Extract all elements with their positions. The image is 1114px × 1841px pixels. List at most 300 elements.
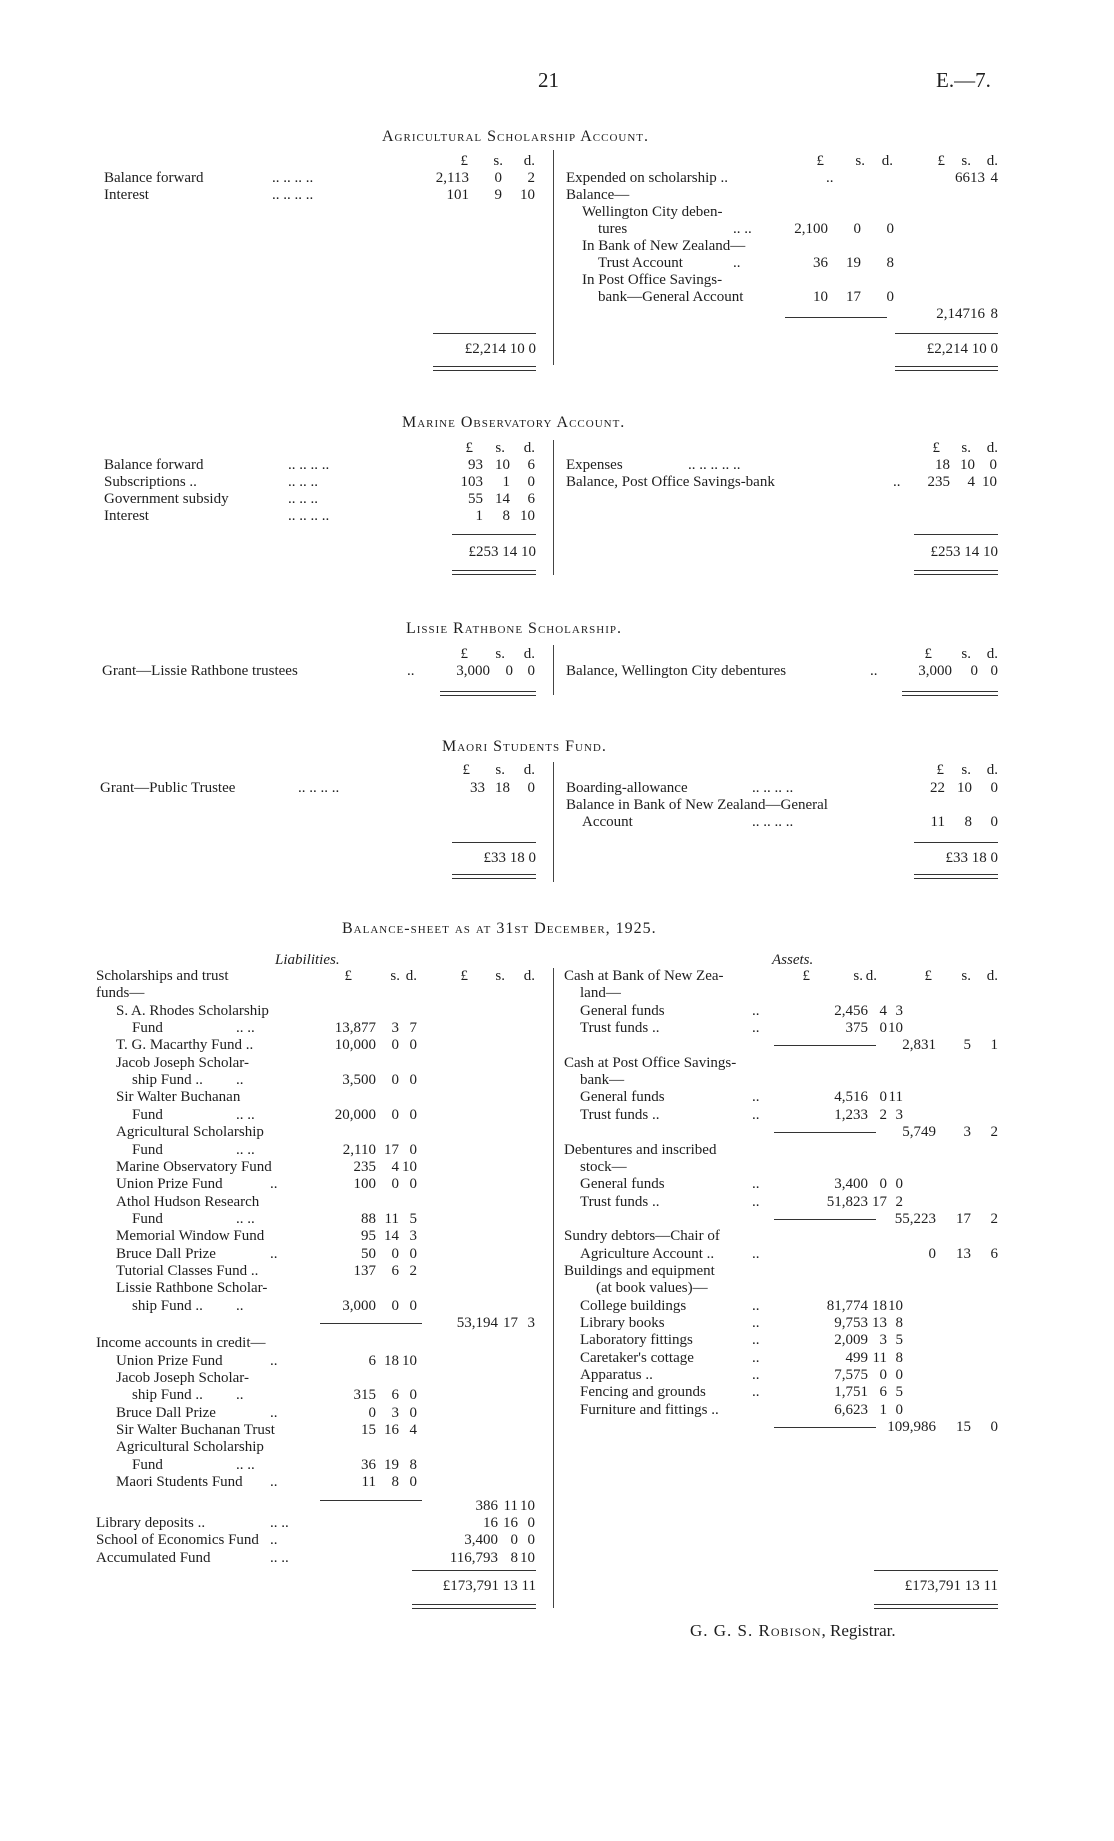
liab-inner-col-pence: d. xyxy=(405,968,417,984)
asset-row-label: Furniture and fittings .. xyxy=(580,1401,719,1418)
agri-right-inner-amount-pence: 0 xyxy=(886,221,894,237)
agri-right-inner-col-pence: d. xyxy=(881,153,893,169)
asset-row-outer-amount-pounds: 0 xyxy=(928,1245,936,1262)
liab-row-label: Maori Students Fund xyxy=(116,1474,243,1491)
liab-row-inner-amount-pounds: 50 xyxy=(361,1245,376,1262)
asset-row-outer-amount-pence: 2 xyxy=(990,1210,998,1227)
marine-left-double-rule xyxy=(452,570,536,575)
liab-row-inner-amount-pounds: 95 xyxy=(361,1228,376,1245)
document-reference: E.—7. xyxy=(936,68,991,92)
agri-right-outer-amount-pence: 4 xyxy=(990,170,998,186)
agri-right-outer-amount-shillings: 13 xyxy=(970,170,985,186)
lissie-left-dots: .. xyxy=(407,663,415,679)
lissie-left-amount-pence: 0 xyxy=(527,663,535,679)
liab-row-inner-amount-shillings: 0 xyxy=(391,1245,399,1262)
liab-row-label: Fund xyxy=(132,1020,163,1037)
marine-left-dots: .. .. .. xyxy=(288,491,318,507)
liab-row-label: Bruce Dall Prize xyxy=(116,1245,216,1262)
liab-row-dots: .. .. xyxy=(236,1456,255,1473)
liab-row-inner-amount-shillings: 3 xyxy=(391,1020,399,1037)
asset-row-inner-amount-pence: 0 xyxy=(895,1176,903,1193)
marine-left-col-pounds: £ xyxy=(465,440,473,456)
liab-row-inner-amount-shillings: 19 xyxy=(384,1456,399,1473)
liab-row-dots: .. xyxy=(270,1352,278,1369)
liab-row-inner-amount-pence: 4 xyxy=(409,1422,417,1439)
asset-row-inner-amount-pence: 5 xyxy=(895,1332,903,1349)
asset-row-label: bank— xyxy=(580,1072,625,1089)
maori-right-amount-pounds: 22 xyxy=(930,780,945,796)
liab-row-outer-amount-shillings: 0 xyxy=(510,1532,518,1549)
agri-right-inner-amount-pence: 8 xyxy=(886,255,894,271)
liab-row-outer-amount-pence: 10 xyxy=(520,1497,535,1514)
asset-row-inner-amount-shillings: 11 xyxy=(872,1349,887,1366)
marine-right-col-shillings: s. xyxy=(961,440,971,456)
liab-row-outer-amount-pence: 3 xyxy=(527,1315,535,1331)
asset-row-inner-amount-shillings: 0 xyxy=(879,1089,887,1106)
asset-row-inner-amount-shillings: 2 xyxy=(879,1106,887,1123)
liab-row-label: Bruce Dall Prize xyxy=(116,1404,216,1421)
marine-right-amount-pence: 0 xyxy=(989,457,997,473)
maori-right-double-rule xyxy=(914,874,998,879)
asset-row-label: General funds xyxy=(580,1176,665,1193)
liab-row-inner-amount-shillings: 14 xyxy=(384,1228,399,1245)
liab-row-outer-amount-pence: 0 xyxy=(527,1514,535,1531)
marine-left-amount-shillings: 10 xyxy=(495,457,510,473)
asset-row-inner-amount-shillings: 6 xyxy=(879,1384,887,1401)
maori-left-total: £33 18 0 xyxy=(483,850,536,866)
asset-row-inner-amount-pounds: 9,753 xyxy=(834,1315,868,1331)
asset-row-inner-amount-pence: 0 xyxy=(895,1367,903,1384)
agri-right-inner-col-pounds: £ xyxy=(816,153,824,169)
marine-left-amount-pence: 0 xyxy=(527,474,535,490)
asset-total-rule xyxy=(874,1570,998,1571)
agri-right-dots: .. .. xyxy=(733,221,752,237)
asset-row-label: (at book values)— xyxy=(596,1280,708,1297)
assets-heading: Assets. xyxy=(772,952,814,968)
marine-left-amount-shillings: 14 xyxy=(495,491,510,507)
liab-row-label: Marine Observatory Fund xyxy=(116,1158,272,1175)
lissie-left-col-shillings: s. xyxy=(495,646,505,662)
liab-row-label: Fund xyxy=(132,1141,163,1158)
marine-right-col-pounds: £ xyxy=(932,440,940,456)
agri-right-inner-amount-shillings: 19 xyxy=(846,255,861,271)
asset-row-inner-amount-pounds: 81,774 xyxy=(826,1297,868,1314)
asset-row-inner-amount-pounds: 1,751 xyxy=(834,1384,868,1401)
liab-row-label: Income accounts in credit— xyxy=(96,1335,266,1352)
marine-left-dots: .. .. .. .. xyxy=(288,457,330,473)
agri-right-outer-col-shillings: s. xyxy=(961,153,971,169)
liab-row-inner-amount-pence: 7 xyxy=(409,1020,417,1037)
asset-row-label: General funds xyxy=(580,1002,665,1019)
marine-left-amount-pence: 10 xyxy=(520,508,535,524)
liab-row-dots: .. xyxy=(236,1072,244,1089)
asset-row-outer-amount-pence: 2 xyxy=(990,1124,998,1141)
liab-row-outer-amount-pounds: 3,400 xyxy=(464,1532,498,1549)
lissie-left-col-pence: d. xyxy=(523,646,535,662)
agri-left-amount-pence: 10 xyxy=(520,187,535,203)
liab-row-dots: .. xyxy=(236,1297,244,1314)
liab-row-outer-amount-shillings: 8 xyxy=(510,1549,518,1566)
maori-left-col-pounds: £ xyxy=(462,762,470,778)
maori-right-total: £33 18 0 xyxy=(945,850,998,866)
marine-left-label: Interest xyxy=(104,508,149,524)
asset-row-inner-amount-pence: 2 xyxy=(895,1193,903,1210)
agri-left-col-pence: d. xyxy=(523,153,535,169)
asset-row-label: General funds xyxy=(580,1089,665,1106)
lissie-right-amount-shillings: 0 xyxy=(970,663,978,679)
liab-row-dots: .. .. xyxy=(236,1141,255,1158)
asset-row-label: Caretaker's cottage xyxy=(580,1349,694,1366)
asset-row-inner-amount-pounds: 4,516 xyxy=(834,1089,868,1106)
maori-right-col-pence: d. xyxy=(986,762,998,778)
liab-row-inner-amount-pence: 0 xyxy=(409,1404,417,1421)
asset-row-inner-amount-pence: 8 xyxy=(895,1349,903,1366)
asset-row-inner-amount-shillings: 13 xyxy=(872,1315,887,1331)
liab-row-inner-amount-shillings: 6 xyxy=(391,1387,399,1404)
asset-row-inner-amount-pence: 10 xyxy=(888,1020,903,1037)
asset-row-outer-amount-pence: 0 xyxy=(990,1419,998,1436)
asset-row-inner-amount-shillings: 17 xyxy=(872,1193,887,1210)
marine-right-amount-shillings: 4 xyxy=(967,474,975,490)
asset-row-dots: .. xyxy=(752,1002,760,1019)
maori-left-dots: .. .. .. .. xyxy=(298,780,340,796)
liab-row-outer-amount-shillings: 16 xyxy=(503,1514,518,1531)
liab-row-outer-amount-pence: 10 xyxy=(520,1549,535,1566)
asset-row-inner-amount-shillings: 0 xyxy=(879,1367,887,1384)
agri-right-outer-col-pounds: £ xyxy=(937,153,945,169)
marine-right-dots: .. .. .. .. .. xyxy=(688,457,741,473)
liab-row-outer-amount-pounds: 386 xyxy=(475,1497,498,1514)
liab-row-inner-amount-pounds: 6 xyxy=(368,1352,376,1369)
agri-left-col-pounds: £ xyxy=(460,153,468,169)
asset-total: £173,791 13 11 xyxy=(904,1578,998,1594)
agri-right-total-rule xyxy=(895,333,998,334)
maori-right-label: Account xyxy=(582,814,633,830)
asset-row-inner-amount-shillings: 4 xyxy=(879,1002,887,1019)
maori-left-amount-pence: 0 xyxy=(527,780,535,796)
asset-inner-col-pounds: £ xyxy=(802,968,810,984)
asset-row-inner-amount-shillings: 0 xyxy=(879,1020,887,1037)
maori-right-label: Balance in Bank of New Zealand—General xyxy=(566,797,828,813)
liab-row-inner-amount-pounds: 3,500 xyxy=(342,1072,376,1089)
liab-row-label: funds— xyxy=(96,985,145,1002)
liab-row-inner-amount-pounds: 13,877 xyxy=(334,1020,376,1037)
asset-row-outer-amount-shillings: 13 xyxy=(956,1245,971,1262)
liab-row-inner-amount-shillings: 16 xyxy=(384,1422,399,1439)
asset-inner-col-pence: d. xyxy=(865,968,877,984)
asset-row-outer-amount-pounds: 5,749 xyxy=(902,1124,936,1141)
maori-right-dots: .. .. .. .. xyxy=(752,780,794,796)
asset-row-dots: .. xyxy=(752,1367,760,1384)
marine-right-dots: .. xyxy=(893,474,901,490)
maori-left-amount-shillings: 18 xyxy=(495,780,510,796)
liab-row-inner-amount-pence: 0 xyxy=(409,1474,417,1491)
liab-row-inner-amount-pounds: 315 xyxy=(353,1387,376,1404)
section-title-lissie: Lissie Rathbone Scholarship. xyxy=(406,620,623,637)
liab-subtotal-rule xyxy=(320,1500,422,1501)
liab-inner-col-shillings: s. xyxy=(390,968,400,984)
asset-row-inner-amount-shillings: 18 xyxy=(872,1297,887,1314)
liab-row-inner-amount-shillings: 0 xyxy=(391,1106,399,1123)
agri-right-outer-amount-pounds: 66 xyxy=(955,170,970,186)
liab-row-dots: .. xyxy=(270,1474,278,1491)
asset-row-outer-amount-pence: 1 xyxy=(990,1037,998,1054)
agri-left-amount-pounds: 101 xyxy=(446,187,469,203)
marine-left-amount-pence: 6 xyxy=(527,491,535,507)
asset-row-inner-amount-pence: 10 xyxy=(888,1297,903,1314)
marine-right-label: Balance, Post Office Savings-bank xyxy=(566,474,775,490)
marine-left-amount-pounds: 103 xyxy=(460,474,483,490)
asset-row-label: Buildings and equipment xyxy=(564,1262,715,1279)
liab-row-inner-amount-pounds: 15 xyxy=(361,1422,376,1439)
liab-row-outer-amount-pence: 0 xyxy=(527,1532,535,1549)
asset-row-dots: .. xyxy=(752,1297,760,1314)
signature-title: , Registrar. xyxy=(821,1621,896,1640)
liab-row-inner-amount-pence: 5 xyxy=(409,1210,417,1227)
marine-left-label: Government subsidy xyxy=(104,491,229,507)
agri-right-inner-amount-shillings: 0 xyxy=(853,221,861,237)
liab-outer-col-shillings: s. xyxy=(495,968,505,984)
maori-left-total-rule xyxy=(452,842,536,843)
asset-row-outer-amount-shillings: 17 xyxy=(956,1210,971,1227)
liab-row-inner-amount-shillings: 6 xyxy=(391,1262,399,1279)
asset-outer-col-pence: d. xyxy=(986,968,998,984)
marine-left-amount-shillings: 8 xyxy=(502,508,510,524)
liab-row-label: Jacob Joseph Scholar- xyxy=(116,1054,250,1071)
liab-row-inner-amount-pence: 2 xyxy=(409,1262,417,1279)
marine-left-amount-pence: 6 xyxy=(527,457,535,473)
liab-row-dots: .. xyxy=(270,1532,278,1549)
liab-row-inner-amount-shillings: 4 xyxy=(391,1158,399,1175)
liab-row-label: School of Economics Fund xyxy=(96,1532,259,1549)
liab-row-inner-amount-shillings: 0 xyxy=(391,1037,399,1054)
asset-row-label: Fencing and grounds xyxy=(580,1384,706,1401)
liab-row-dots: .. .. xyxy=(236,1210,255,1227)
asset-row-label: Cash at Post Office Savings- xyxy=(564,1054,737,1071)
section-title-maori: Maori Students Fund. xyxy=(442,738,607,755)
balance-sheet-divider xyxy=(553,968,554,1608)
liab-row-inner-amount-pounds: 235 xyxy=(353,1158,376,1175)
liab-row-dots: .. .. xyxy=(270,1514,289,1531)
liab-row-inner-amount-pence: 0 xyxy=(409,1176,417,1193)
agri-right-inner-amount-pence: 0 xyxy=(886,289,894,305)
liab-row-label: Jacob Joseph Scholar- xyxy=(116,1370,250,1387)
maori-right-amount-pence: 0 xyxy=(990,780,998,796)
liab-row-inner-amount-pence: 0 xyxy=(409,1106,417,1123)
lissie-right-col-shillings: s. xyxy=(961,646,971,662)
asset-row-label: Trust funds .. xyxy=(580,1106,660,1123)
liab-row-outer-amount-pounds: 53,194 xyxy=(456,1315,498,1331)
liab-row-inner-amount-shillings: 18 xyxy=(384,1352,399,1369)
asset-row-inner-amount-shillings: 0 xyxy=(879,1176,887,1193)
section-title-balance-sheet: Balance-sheet as at 31st December, 1925. xyxy=(342,920,657,937)
agri-right-label: bank—General Account xyxy=(598,289,744,305)
page-number: 21 xyxy=(538,68,559,92)
asset-row-inner-amount-pounds: 375 xyxy=(845,1020,868,1037)
agri-right-subtotal-pence: 8 xyxy=(990,306,998,322)
liab-row-label: Sir Walter Buchanan xyxy=(116,1089,241,1106)
liab-row-outer-amount-shillings: 17 xyxy=(503,1315,518,1331)
marine-right-total: £253 14 10 xyxy=(930,544,998,560)
marine-right-double-rule xyxy=(914,570,998,575)
marine-left-label: Balance forward xyxy=(104,457,204,473)
marine-left-label: Subscriptions .. xyxy=(104,474,197,490)
liab-row-outer-amount-shillings: 11 xyxy=(503,1497,518,1514)
liab-row-dots: .. xyxy=(236,1387,244,1404)
marine-left-amount-pounds: 93 xyxy=(468,457,483,473)
agri-right-label: Expended on scholarship .. xyxy=(566,170,729,186)
liab-row-inner-amount-shillings: 8 xyxy=(391,1474,399,1491)
asset-row-inner-amount-pounds: 499 xyxy=(845,1349,868,1366)
agri-right-label: Balance— xyxy=(566,187,630,203)
agri-right-double-rule xyxy=(895,366,998,371)
signature-name: G. G. S. Robison xyxy=(690,1621,822,1640)
liab-row-label: ship Fund .. xyxy=(132,1072,203,1089)
maori-right-amount-shillings: 8 xyxy=(964,814,972,830)
liab-row-dots: .. xyxy=(270,1404,278,1421)
asset-row-inner-amount-shillings: 1 xyxy=(879,1401,887,1418)
liab-outer-col-pounds: £ xyxy=(460,968,468,984)
lissie-right-amount-pounds: 3,000 xyxy=(918,663,952,679)
asset-row-inner-amount-pence: 8 xyxy=(895,1315,903,1331)
marine-right-label: Expenses xyxy=(566,457,623,473)
asset-total-double-rule xyxy=(874,1604,998,1609)
liab-row-label: Lissie Rathbone Scholar- xyxy=(116,1280,268,1297)
asset-row-label: land— xyxy=(580,985,621,1002)
agri-right-inner-amount-pounds: 2,100 xyxy=(794,221,828,237)
agri-left-dots: .. .. .. .. xyxy=(272,170,314,186)
liab-row-inner-amount-pence: 10 xyxy=(402,1352,417,1369)
maori-right-total-rule xyxy=(914,842,998,843)
agri-left-label: Interest xyxy=(104,187,149,203)
liab-row-outer-amount-pounds: 16 xyxy=(483,1514,498,1531)
lissie-divider xyxy=(553,645,554,695)
liab-row-inner-amount-pounds: 11 xyxy=(361,1474,376,1491)
asset-row-dots: .. xyxy=(752,1020,760,1037)
asset-row-dots: .. xyxy=(752,1349,760,1366)
agri-left-double-rule xyxy=(433,366,536,371)
asset-row-inner-amount-pence: 3 xyxy=(895,1106,903,1123)
agri-right-outer-col-pence: d. xyxy=(986,153,998,169)
agri-right-inner-amount-pounds: 36 xyxy=(813,255,828,271)
asset-row-outer-amount-pounds: 109,986 xyxy=(887,1419,936,1436)
liab-row-label: Agricultural Scholarship xyxy=(116,1439,264,1456)
liab-total: £173,791 13 11 xyxy=(442,1578,536,1594)
liab-row-inner-amount-pounds: 20,000 xyxy=(334,1106,376,1123)
agri-right-dots: .. xyxy=(733,255,741,271)
liab-row-inner-amount-pounds: 137 xyxy=(353,1262,376,1279)
marine-left-amount-pounds: 1 xyxy=(475,508,483,524)
agri-left-total: £2,214 10 0 xyxy=(464,341,536,357)
asset-row-dots: .. xyxy=(752,1384,760,1401)
marine-left-dots: .. .. .. xyxy=(288,474,318,490)
agri-left-amount-shillings: 0 xyxy=(494,170,502,186)
liab-row-inner-amount-pence: 8 xyxy=(409,1456,417,1473)
liab-row-label: Tutorial Classes Fund .. xyxy=(116,1262,259,1279)
agri-left-amount-pounds: 2,113 xyxy=(435,170,469,186)
agri-right-inner-col-shillings: s. xyxy=(855,153,865,169)
marine-left-total-rule xyxy=(452,534,536,535)
liab-row-label: Athol Hudson Research xyxy=(116,1193,260,1210)
asset-row-label: Debentures and inscribed xyxy=(564,1141,717,1158)
marine-left-col-shillings: s. xyxy=(495,440,505,456)
liab-inner-col-pounds: £ xyxy=(344,968,352,984)
maori-left-col-shillings: s. xyxy=(495,762,505,778)
liab-row-label: Union Prize Fund xyxy=(116,1352,223,1369)
maori-right-amount-shillings: 10 xyxy=(957,780,972,796)
liab-row-inner-amount-pounds: 88 xyxy=(361,1210,376,1227)
marine-right-amount-pounds: 18 xyxy=(935,457,950,473)
asset-row-label: Agriculture Account .. xyxy=(580,1245,715,1262)
liab-row-inner-amount-pounds: 10,000 xyxy=(334,1037,376,1054)
asset-row-inner-amount-pounds: 51,823 xyxy=(826,1193,868,1210)
marine-left-dots: .. .. .. .. xyxy=(288,508,330,524)
agri-right-label: Wellington City deben- xyxy=(582,204,723,220)
liab-row-inner-amount-pence: 10 xyxy=(402,1158,417,1175)
asset-row-label: stock— xyxy=(580,1158,627,1175)
maori-right-dots: .. .. .. .. xyxy=(752,814,794,830)
marine-right-amount-pounds: 235 xyxy=(927,474,950,490)
agri-right-label: tures xyxy=(598,221,628,237)
marine-right-amount-shillings: 10 xyxy=(960,457,975,473)
maori-left-label: Grant—Public Trustee xyxy=(100,780,236,796)
asset-row-inner-amount-pence: 5 xyxy=(895,1384,903,1401)
lissie-left-col-pounds: £ xyxy=(460,646,468,662)
maori-left-amount-pounds: 33 xyxy=(470,780,485,796)
lissie-right-dots: .. xyxy=(870,663,878,679)
agri-right-label: Trust Account xyxy=(598,255,683,271)
asset-row-dots: .. xyxy=(752,1245,760,1262)
asset-row-dots: .. xyxy=(752,1193,760,1210)
agri-right-dots: .. xyxy=(826,170,834,186)
liab-outer-col-pence: d. xyxy=(523,968,535,984)
section-title-agricultural: Agricultural Scholarship Account. xyxy=(382,128,650,145)
lissie-left-label: Grant—Lissie Rathbone trustees xyxy=(102,663,298,679)
asset-row-outer-amount-pence: 6 xyxy=(990,1245,998,1262)
agri-left-label: Balance forward xyxy=(104,170,204,186)
marine-right-col-pence: d. xyxy=(986,440,998,456)
liab-row-label: Fund xyxy=(132,1210,163,1227)
lissie-right-label: Balance, Wellington City debentures xyxy=(566,663,787,679)
liab-row-inner-amount-pounds: 3,000 xyxy=(342,1297,376,1314)
liab-row-label: Agricultural Scholarship xyxy=(116,1124,264,1141)
asset-row-label: Sundry debtors—Chair of xyxy=(564,1228,720,1245)
asset-row-label: Apparatus .. xyxy=(580,1367,653,1384)
liab-row-label: Library deposits .. xyxy=(96,1514,206,1531)
lissie-left-amount-pounds: 3,000 xyxy=(456,663,490,679)
lissie-right-col-pounds: £ xyxy=(924,646,932,662)
lissie-right-col-pence: d. xyxy=(986,646,998,662)
asset-row-inner-amount-pounds: 7,575 xyxy=(834,1367,868,1384)
asset-row-label: Library books xyxy=(580,1315,665,1331)
agri-left-col-shillings: s. xyxy=(493,153,503,169)
marine-right-total-rule xyxy=(914,534,998,535)
liab-row-inner-amount-pounds: 0 xyxy=(368,1404,376,1421)
maori-right-label: Boarding-allowance xyxy=(566,780,688,796)
lissie-right-double-rule xyxy=(902,691,998,696)
liab-row-inner-amount-pence: 0 xyxy=(409,1141,417,1158)
maori-left-col-pence: d. xyxy=(523,762,535,778)
agri-right-label: In Post Office Savings- xyxy=(582,272,723,288)
liab-row-inner-amount-pence: 0 xyxy=(409,1387,417,1404)
asset-row-label: Cash at Bank of New Zea- xyxy=(564,968,724,984)
liab-row-inner-amount-pence: 0 xyxy=(409,1072,417,1089)
asset-row-label: Laboratory fittings xyxy=(580,1332,693,1349)
agri-right-subtotal-pounds: 2,147 xyxy=(936,306,970,322)
liab-row-label: ship Fund .. xyxy=(132,1387,203,1404)
maori-left-double-rule xyxy=(452,874,536,879)
marine-left-total: £253 14 10 xyxy=(468,544,536,560)
